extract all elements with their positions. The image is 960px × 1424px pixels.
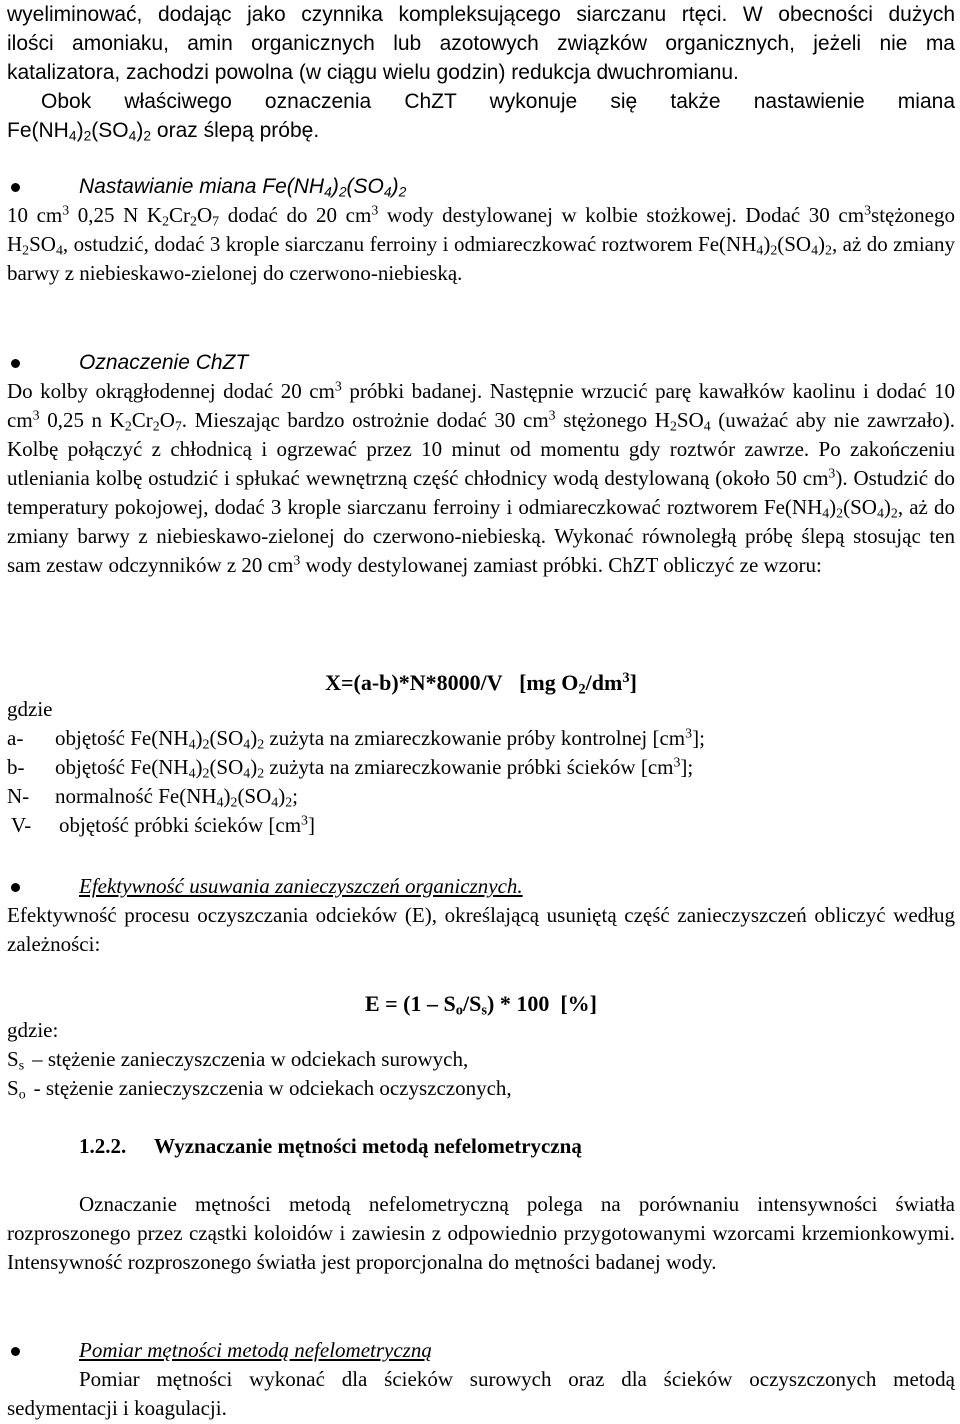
definition-row: [7, 782, 955, 811]
definition-row: [7, 1045, 955, 1074]
intro-paragraph: [7, 0, 955, 145]
intro-line: wyeliminować, dodając jako czynnika kompleksującego siarczanu rtęci. W obecności dużych: [7, 3, 955, 26]
definition-row: [7, 811, 955, 840]
formula-text: $E = (1 - S_o/S_s) * 100$ [%]: [364, 991, 598, 1019]
section-cod: [7, 348, 955, 580]
definition-text: objętość $Fe(NH_4)_2(SO_4)_2$ zużyta na zmiareczkowanie próby kontrolnej $[cm^3]$;: [55, 725, 705, 752]
heading-title: Wyznaczanie mętności metodą nefelometryczną: [154, 1134, 582, 1158]
definition-key: b-: [7, 755, 25, 779]
intro-line-text: oraz ślepą próbę.: [156, 119, 320, 142]
definition-text: objętość próbki ścieków $[cm^3]$: [59, 812, 315, 837]
definition-key: $S_o$: [7, 1076, 26, 1102]
definition-text: – stężenie zanieczyszczenia w odciekach surowych,: [32, 1047, 469, 1071]
definition-key: a-: [7, 726, 24, 750]
definition-text: objętość $Fe(NH_4)_2(SO_4)_2$ zużyta na zmiareczkowanie próbki ścieków $[cm^3]$;: [55, 754, 694, 781]
efficiency-formula: [7, 989, 955, 1018]
where-label: gdzie: [7, 697, 53, 721]
section-heading: [7, 1132, 955, 1161]
section-turbidity-intro: Oznaczanie mętności metodą nefelometryczną polega na porównaniu intensywności światła rozproszonego przez cząstki koloidów i zawiesin z odpowiednio przygotowanymi wzorcami krzemionkowymi. Intensywność rozproszonego światła jest proporcjonalna do mętności badanej wody.: [7, 1192, 955, 1274]
definition-key: N-: [7, 784, 30, 808]
section-measurement: [7, 1336, 955, 1423]
section-title-text: Nastawianie miana $Fe(NH_4)_2(SO_4)_2$: [79, 175, 407, 200]
section-measurement-body: Pomiar mętności wykonać dla ścieków surowych oraz dla ścieków oczyszczonych metodą sedymentacji i koagulacji.: [7, 1367, 955, 1420]
section-body-text: Do kolby okrągłodennej dodać 20 $cm^3$ próbki badanej. Następnie wrzucić parę kawałków kaolinu i dodać 10 $cm^3$ 0,25 n $K_2Cr_2O_7$. Mieszając bardzo ostrożnie dodać 30 $cm^3$ stężonego $H_2SO_4$ (uważać aby nie zawrzało). Kolbę połączyć z chłodnicą i ogrzewać przez 10 minut od momentu gdy roztwór zawrze. Po zakończeniu utleniania kolbę ostudzić i spłukać wewnętrzną część chłodnicy wodą destylowaną (około 50 $cm^3$). Ostudzić do temperatury pokojowej, dodać 3 krople siarczanu ferroiny i odmiareczkować roztworem $Fe(NH_4)_2(SO_4)_2$, aż do zmiany barwy z niebieskawo-zielonej do czerwono-niebieską. Wykonać równoległą próbę ślepą stosując ten sam zestaw odczynników z 20 $cm^3$ wody destylowanej zamiast próbki. ChZT obliczyć ze wzoru:: [7, 378, 956, 577]
intro-line: katalizatora, zachodzi powolna (w ciągu wielu godzin) redukcja dwuchromianu.: [7, 61, 739, 84]
section-cod-title: Oznaczenie ChZT: [7, 348, 955, 377]
where-label: gdzie:: [7, 1018, 59, 1042]
section-efficiency-title: Efektywność usuwania zanieczyszczeń organicznych.: [7, 872, 955, 901]
section-efficiency-body: Efektywność procesu oczyszczania odcieków (E), określającą usuniętą część zanieczyszczeń obliczyć według zależności:: [7, 903, 955, 956]
definition-row: [7, 753, 955, 782]
definition-row: [7, 1074, 955, 1103]
section-cod-body: [7, 377, 955, 580]
section-measurement-title: [7, 1336, 955, 1365]
section-title-text: Pomiar mętności metodą nefelometryczną: [79, 1338, 432, 1362]
formula-text: X=(a-b)*N*8000/V [mg $O_2/dm^3$]: [325, 670, 637, 698]
intro-line: ilości amoniaku, amin organicznych lub azotowych związków organicznych, jeżeli nie ma: [7, 32, 955, 55]
section-standardization-title: [7, 172, 955, 201]
section-standardization-body: [7, 201, 955, 288]
section-standardization: [7, 172, 955, 288]
definition-text: normalność $Fe(NH_4)_2(SO_4)_2$;: [55, 784, 298, 810]
efficiency-definitions: [7, 1016, 955, 1103]
section-body-text: 10 $cm^3$ 0,25 N $K_2Cr_2O_7$ dodać do 20 $cm^3$ wody destylowanej w kolbie stożkowej. Dodać 30 $cm^3stężonego$ $H_2SO_4$, ostudzić, dodać 3 krople siarczanu ferroiny i odmiareczkować roztworem $Fe(NH_4)_2(SO_4)_2$, aż do zmiany barwy z niebieskawo-zielonej do czerwono-niebieską.: [7, 202, 955, 285]
heading-number: 1.2.2.: [79, 1134, 127, 1158]
definition-key: V-: [11, 813, 32, 837]
intro-line: Obok właściwego oznaczenia ChZT wykonuje się także nastawienie miana: [41, 90, 955, 113]
intro-line-formula: $Fe(NH_4)_2(SO_4)_2$ oraz ślepą próbę.: [7, 119, 320, 144]
cod-formula: [7, 668, 955, 697]
definition-key: $S_s$: [7, 1047, 25, 1073]
cod-definitions: [7, 695, 955, 840]
definition-row: [7, 724, 955, 753]
definition-text: - stężenie zanieczyszczenia w odciekach oczyszczonych,: [33, 1076, 512, 1100]
section-efficiency: [7, 872, 955, 959]
